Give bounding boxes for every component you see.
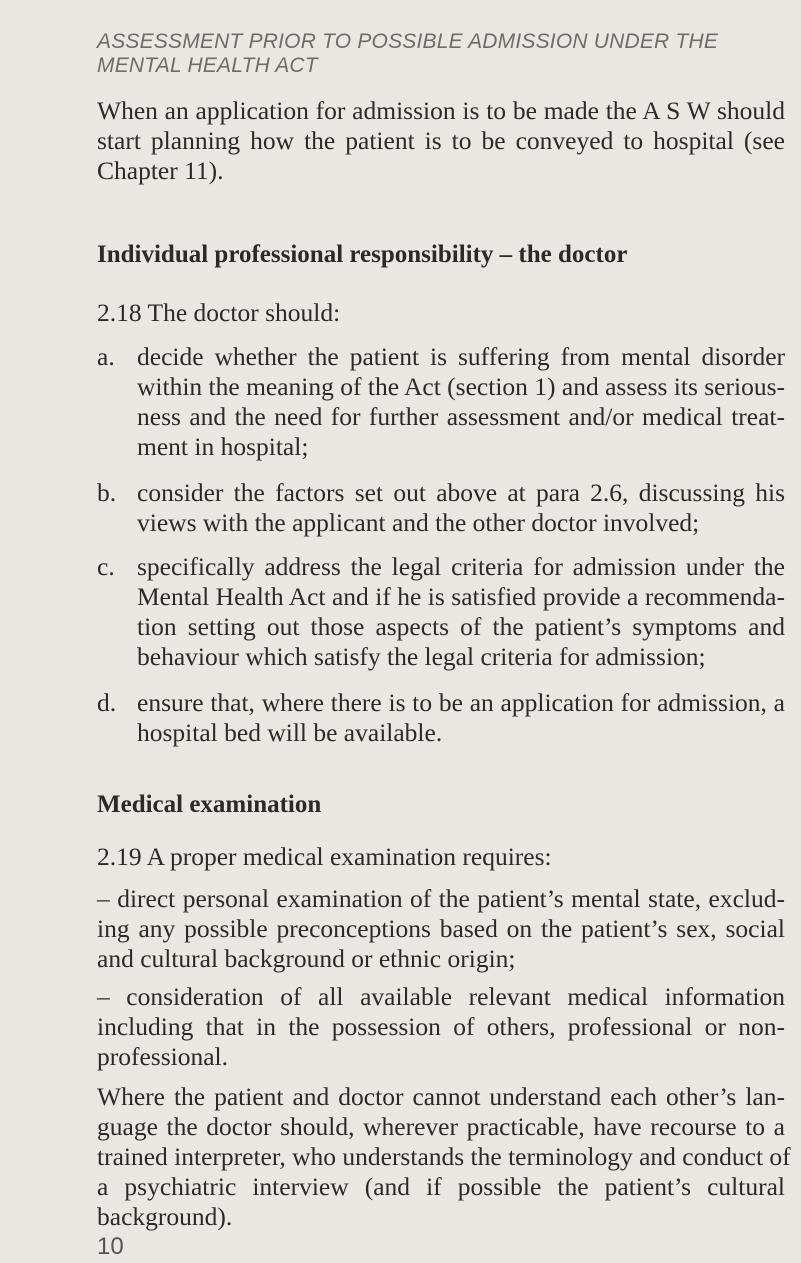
item-b: consider the factors set out above at para 2.6, discussing his views with the applicant and the other doctor involved;	[137, 478, 785, 537]
item-a: decide whether the patient is suffering from mental disorder within the meaning of the Act (section 1) and assess its serious- ness and the need for further assessment and/or medical treat- ment in hospital;	[137, 342, 785, 461]
running-header: ASSESSMENT PRIOR TO POSSIBLE ADMISSION UNDER THE MENTAL HEALTH ACT	[97, 30, 719, 77]
intro-paragraph: When an application for admission is to be made the A S W should start planning how the patient is to be conveyed to hospital (see Chapter 11).	[97, 96, 785, 185]
item-d: ensure that, where there is to be an application for admission, a hospital bed will be available.	[137, 688, 785, 747]
item-label-c: c.	[97, 552, 115, 581]
closing-paragraph: Where the patient and doctor cannot understand each other’s lan- guage the doctor should, wherever practicable, have recourse to a trained interpreter, who understands the terminology and conduct of a psychiatric interview (and if possible the patient’s cultural background).	[97, 1082, 791, 1231]
paragraph-2-19: 2.19 A proper medical examination requires:	[97, 842, 552, 871]
item-label-d: d.	[97, 688, 117, 717]
section-heading-medical-examination: Medical examination	[97, 791, 322, 818]
paragraph-2-18: 2.18 The doctor should:	[97, 298, 341, 327]
dash-item-direct-examination: – direct personal examination of the patient’s mental state, exclud- ing any possible preconceptions based on the patient’s sex, social and cultural background or ethnic origin;	[97, 884, 785, 973]
section-heading-doctor: Individual professional responsibility – the doctor	[97, 241, 628, 268]
item-label-b: b.	[97, 478, 117, 507]
dash-item-medical-information: – consideration of all available relevant medical information including that in the possession of others, professional or non- professional.	[97, 982, 785, 1071]
item-label-a: a.	[97, 342, 115, 371]
item-c: specifically address the legal criteria for admission under the Mental Health Act and if he is satisfied provide a recommenda- tion setting out those aspects of the patient’s symptoms and behaviour which satisfy the legal criteria for admission;	[137, 552, 785, 671]
page-number: 10	[97, 1233, 124, 1260]
